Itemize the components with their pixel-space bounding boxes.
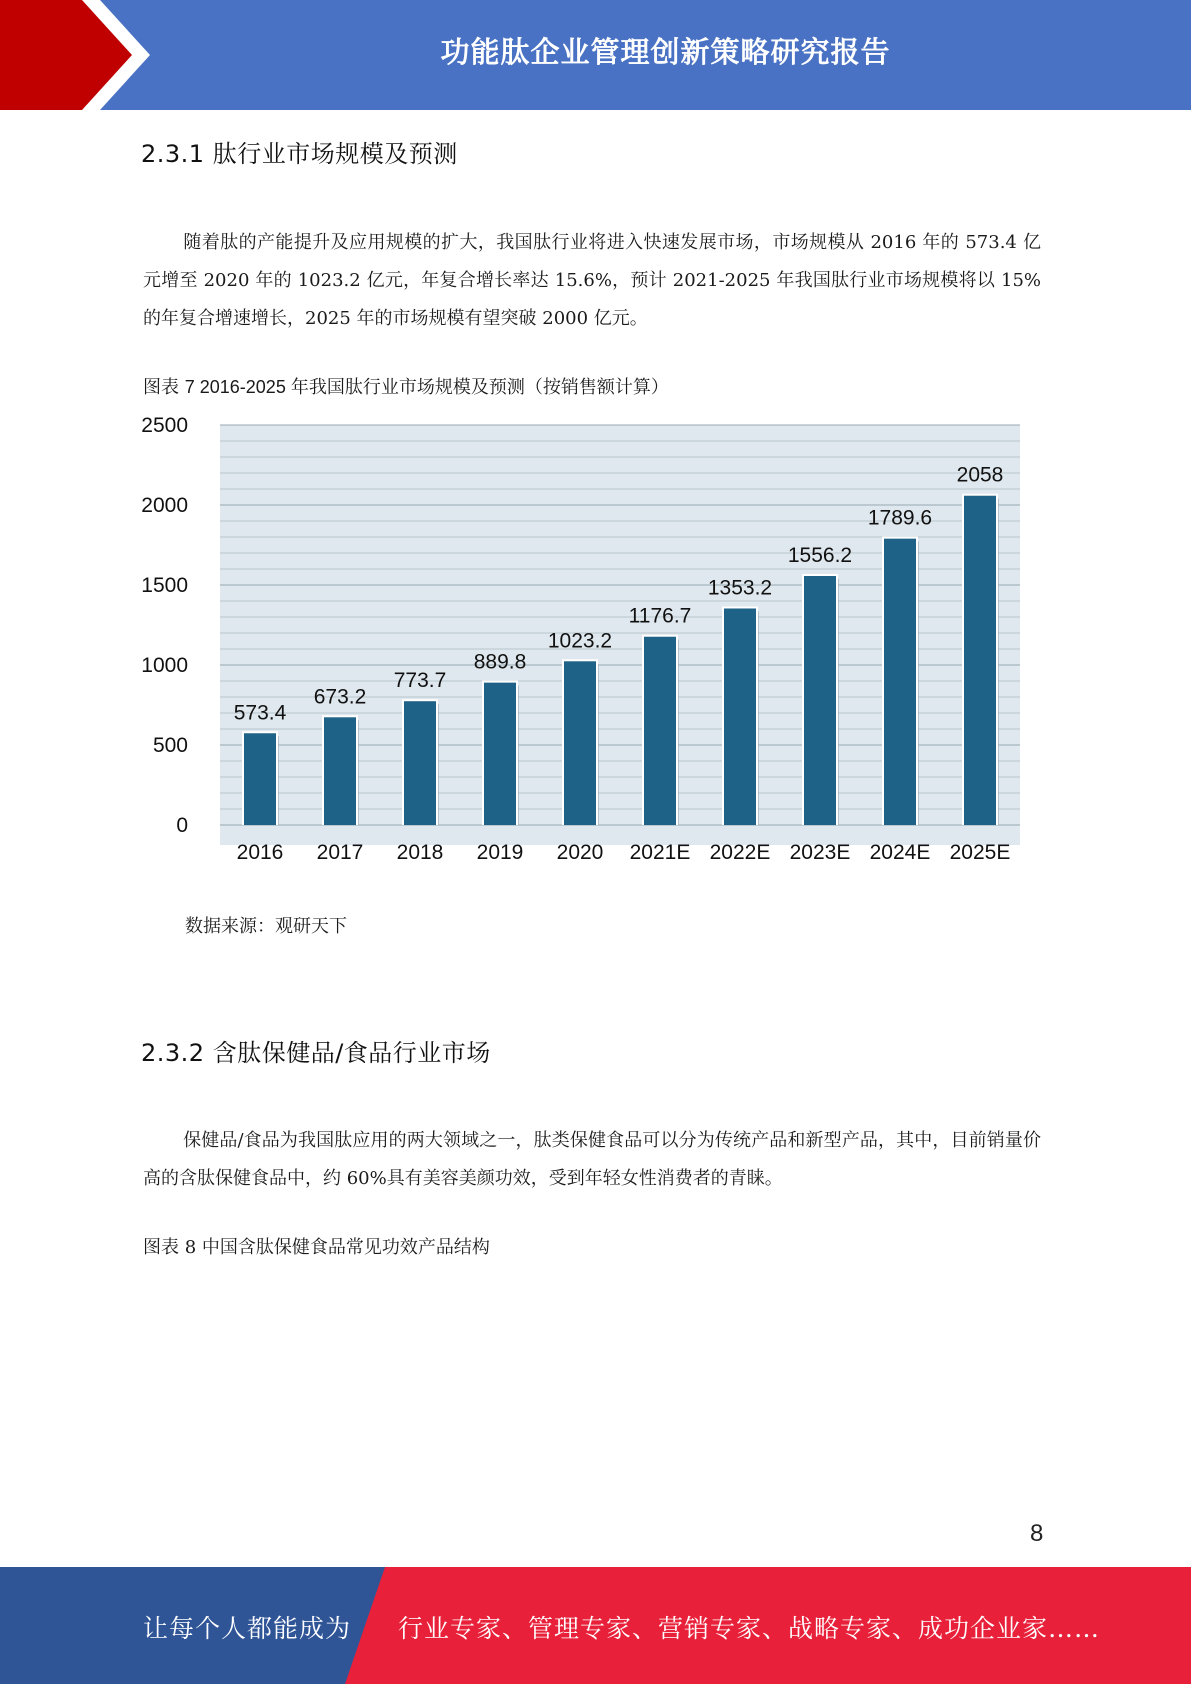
header-arrow-decoration <box>0 0 160 110</box>
bar-value-label: 1176.7 <box>628 604 692 628</box>
paragraph-text: 随着肽的产能提升及应用规模的扩大，我国肽行业将进入快速发展市场，市场规模从 2016 年的 573.4 亿元增至 2020 年的 1023.2 亿元，年复合增长率达 15.6%，预计 2021-2025 年我国肽行业市场规模将以 15%的年复合增速增长，2025 年的市场规模有望突破 2000 亿元。 <box>143 232 1041 329</box>
x-tick-label: 2019 <box>476 841 524 864</box>
section-heading-2-3-1: 2.3.1 肽行业市场规模及预测 <box>141 140 458 168</box>
bar <box>804 576 836 825</box>
y-tick-label: 2500 <box>141 414 188 437</box>
x-tick-label: 2016 <box>236 841 284 864</box>
section-paragraph-market-size <box>143 224 1041 338</box>
x-tick-label: 2022E <box>709 841 771 864</box>
bar <box>324 717 356 825</box>
bar <box>724 608 756 825</box>
figure-caption-7 <box>143 373 669 399</box>
y-tick-label: 2000 <box>141 494 188 517</box>
bar-value-label: 2058 <box>956 463 1004 487</box>
bar <box>404 701 436 825</box>
page-footer <box>0 1567 1191 1684</box>
y-tick-label: 0 <box>176 814 188 837</box>
x-tick-label: 2023E <box>789 841 851 864</box>
bar <box>244 733 276 825</box>
bar <box>884 539 916 825</box>
bar-value-label: 1353.2 <box>707 576 773 600</box>
x-tick-label: 2024E <box>869 841 931 864</box>
bar-value-label: 673.2 <box>313 685 367 709</box>
bar <box>644 637 676 825</box>
bar-value-label: 1789.6 <box>867 506 933 530</box>
paragraph-text: 保健品/食品为我国肽应用的两大领域之一，肽类保健食品可以分为传统产品和新型产品，其中，目前销量价高的含肽保健食品中，约 60%具有美容美颜功效，受到年轻女性消费者的青睐。 <box>143 1130 1041 1189</box>
footer-slogan-right: 行业专家、管理专家、营销专家、战略专家、成功企业家…… <box>398 1614 1101 1643</box>
figure-label: 图表 <box>143 1237 179 1258</box>
section-heading-2-3-2: 2.3.2 含肽保健品/食品行业市场 <box>141 1039 491 1067</box>
bar-value-label: 1556.2 <box>787 544 853 568</box>
data-source: 数据来源：观研天下 <box>185 916 347 937</box>
y-tick-label: 1500 <box>141 574 188 597</box>
bar <box>564 661 596 825</box>
x-tick-label: 2018 <box>396 841 444 864</box>
y-tick-label: 500 <box>152 734 188 757</box>
bar-value-label: 1023.2 <box>547 629 613 653</box>
market-size-bar-chart <box>140 405 1040 890</box>
figure-label: 图表 <box>143 377 179 398</box>
x-tick-label: 2020 <box>556 841 604 864</box>
bar-value-label: 889.8 <box>473 650 527 674</box>
section-paragraph-health-food <box>143 1122 1041 1198</box>
footer-slogan-left: 让每个人都能成为 <box>143 1614 352 1643</box>
figure-caption-8 <box>143 1233 490 1259</box>
figure-caption-text: 7 2016-2025 年我国肽行业市场规模及预测（按销售额计算） <box>184 377 669 397</box>
page-header <box>0 0 1191 110</box>
bar-value-label: 773.7 <box>393 669 447 693</box>
x-tick-label: 2021E <box>629 841 691 864</box>
bar-value-label: 573.4 <box>233 701 287 725</box>
x-tick-label: 2025E <box>949 841 1011 864</box>
report-title: 功能肽企业管理创新策略研究报告 <box>440 35 891 69</box>
x-tick-label: 2017 <box>316 841 364 864</box>
bar <box>484 683 516 825</box>
figure-caption-text: 8 中国含肽保健食品常见功效产品结构 <box>184 1237 490 1258</box>
bar <box>964 496 996 825</box>
page-number: 8 <box>1030 1520 1044 1547</box>
y-tick-label: 1000 <box>141 654 188 677</box>
